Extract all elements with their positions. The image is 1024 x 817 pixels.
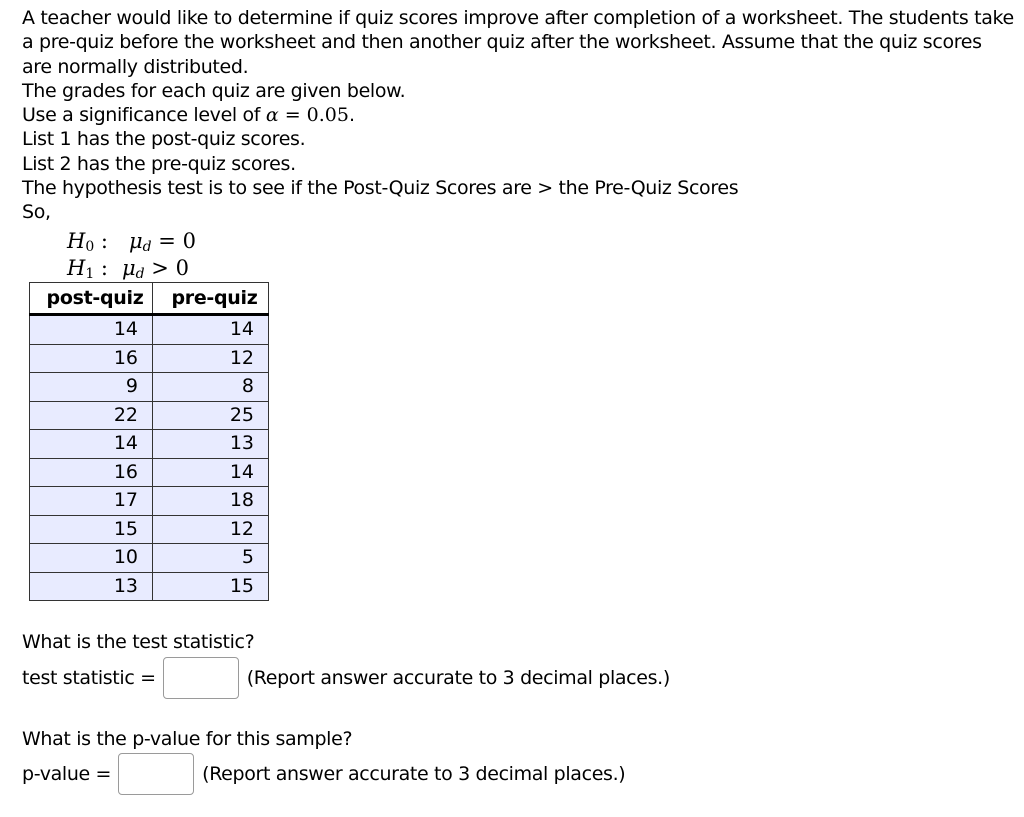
h1-mu-sub: d — [135, 265, 145, 282]
h1-label: H — [67, 255, 86, 280]
post-quiz-cell: 16 — [30, 458, 153, 487]
hypothesis-line: The hypothesis test is to see if the Post-Quiz Scores are > the Pre-Quiz Scores — [22, 177, 739, 200]
pre-quiz-cell: 8 — [153, 373, 269, 402]
pre-quiz-cell: 12 — [153, 515, 269, 544]
header-pre-quiz: pre-quiz — [153, 283, 269, 315]
table-row — [30, 487, 269, 516]
scores-table — [29, 282, 269, 601]
alpha-value: 0.05 — [306, 104, 349, 127]
table-row — [30, 344, 269, 373]
table-row — [30, 458, 269, 487]
post-quiz-cell: 13 — [30, 572, 153, 601]
grades-line: The grades for each quiz are given below. — [22, 79, 406, 102]
test-statistic-input[interactable] — [163, 657, 239, 699]
null-hypothesis — [67, 228, 1017, 255]
post-quiz-cell: 22 — [30, 401, 153, 430]
header-post-quiz: post-quiz — [30, 283, 153, 315]
post-quiz-cell: 9 — [30, 373, 153, 402]
table-row — [30, 315, 269, 345]
post-quiz-cell: 16 — [30, 344, 153, 373]
h1-relation: > 0 — [144, 255, 189, 280]
list2-line: List 2 has the pre-quiz scores. — [22, 152, 296, 175]
pre-quiz-cell: 18 — [153, 487, 269, 516]
test-statistic-question: What is the test statistic? — [22, 631, 255, 653]
post-quiz-cell: 14 — [30, 315, 153, 345]
h1-colon: : — [94, 255, 109, 280]
test-statistic-label: test statistic = — [22, 667, 156, 689]
alpha-expression — [266, 104, 349, 126]
alpha-suffix: . — [348, 104, 355, 127]
h0-sub: 0 — [85, 238, 95, 255]
pre-quiz-cell: 5 — [153, 544, 269, 573]
alpha-symbol: α — [265, 104, 279, 127]
pre-quiz-cell: 12 — [153, 344, 269, 373]
pre-quiz-cell: 15 — [153, 572, 269, 601]
problem-statement — [22, 6, 1017, 282]
table-row — [30, 572, 269, 601]
hypotheses — [67, 228, 1017, 282]
post-quiz-cell: 14 — [30, 430, 153, 459]
p-value-question: What is the p-value for this sample? — [22, 728, 353, 750]
alpha-equals: = — [278, 104, 307, 127]
table-header-row — [30, 283, 269, 315]
h0-mu: μ — [129, 228, 143, 253]
pre-quiz-cell: 14 — [153, 458, 269, 487]
h1-mu: μ — [122, 255, 136, 280]
h0-mu-sub: d — [142, 238, 152, 255]
h0-colon: : — [94, 228, 109, 253]
so-line: So, — [22, 201, 51, 224]
list1-line: List 1 has the post-quiz scores. — [22, 128, 306, 151]
h0-label: H — [67, 228, 86, 253]
post-quiz-cell: 10 — [30, 544, 153, 573]
intro-paragraph: A teacher would like to determine if quiz scores improve after completion of a worksheet. The students take a pre-quiz before the worksheet and then another quiz after the worksheet. Assume that the quiz scores are normally distributed. — [22, 7, 1014, 78]
h0-relation: = 0 — [151, 228, 196, 253]
pre-quiz-cell: 25 — [153, 401, 269, 430]
table-row — [30, 515, 269, 544]
alpha-prefix: Use a significance level of — [22, 104, 266, 127]
alpha-line — [22, 103, 1017, 127]
pre-quiz-cell: 14 — [153, 315, 269, 345]
test-statistic-note: (Report answer accurate to 3 decimal places.) — [246, 667, 670, 689]
post-quiz-cell: 15 — [30, 515, 153, 544]
alternative-hypothesis — [67, 255, 1017, 282]
table-row — [30, 430, 269, 459]
p-value-label: p-value = — [22, 763, 112, 785]
test-statistic-row — [22, 657, 670, 699]
post-quiz-cell: 17 — [30, 487, 153, 516]
p-value-note: (Report answer accurate to 3 decimal places.) — [202, 763, 626, 785]
table-row — [30, 544, 269, 573]
table-row — [30, 401, 269, 430]
table-row — [30, 373, 269, 402]
h1-sub: 1 — [85, 265, 95, 282]
p-value-input[interactable] — [118, 753, 194, 795]
pre-quiz-cell: 13 — [153, 430, 269, 459]
p-value-row — [22, 753, 625, 795]
